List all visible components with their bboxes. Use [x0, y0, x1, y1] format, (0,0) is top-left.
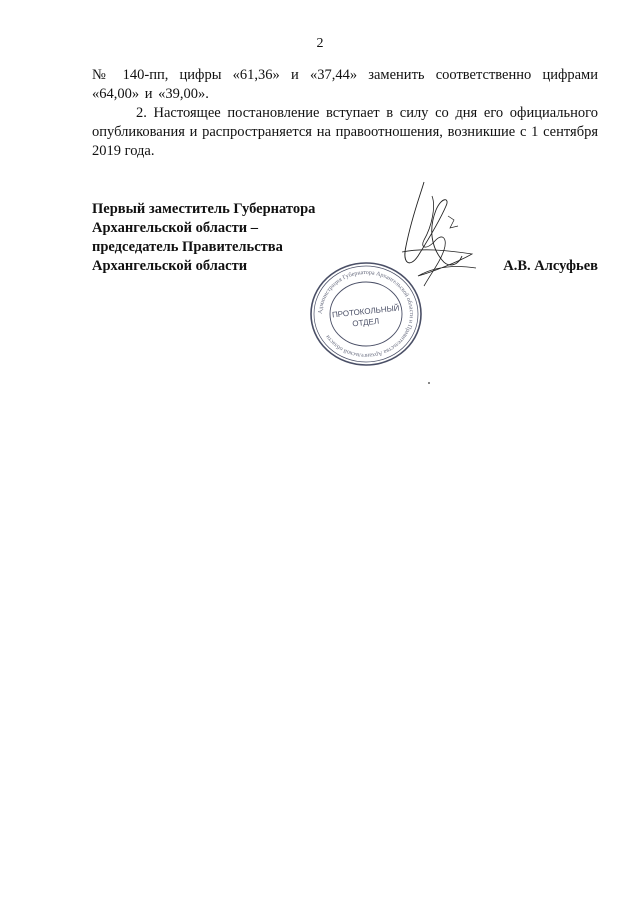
handwritten-signature	[362, 176, 482, 296]
signatory-title-line: председатель Правительства	[92, 239, 283, 255]
paragraph-continuation: № 140-пп, цифры «61,36» и «37,44» заменить соответственно цифрами «64,00» и «39,00».	[92, 67, 598, 102]
stamp-center-line1: ПРОТОКОЛЬНЫЙ	[331, 303, 400, 320]
stamp-center-line2: ОТДЕЛ	[351, 316, 380, 329]
signatory-title-line: Архангельской области	[92, 258, 248, 274]
signatory-title-line: Архангельской области –	[92, 220, 258, 236]
document-body	[92, 66, 598, 161]
page-number: 2	[316, 36, 324, 51]
signatory-title	[92, 200, 315, 276]
paragraph-effective-date: 2. Настоящее постановление вступает в силу со дня его официального опубликования и распространяется на правоотношения, возникшие с 1 сентября 2019 года.	[92, 105, 598, 159]
signatory-title-line: Первый заместитель Губернатора	[92, 201, 316, 217]
signatory-name: А.В. Алсуфьев	[503, 258, 598, 274]
scan-speck	[428, 382, 430, 384]
stamp-ring-text: Администрация Губернатора Архангельской области и Правительства Архангельской области	[317, 269, 415, 359]
